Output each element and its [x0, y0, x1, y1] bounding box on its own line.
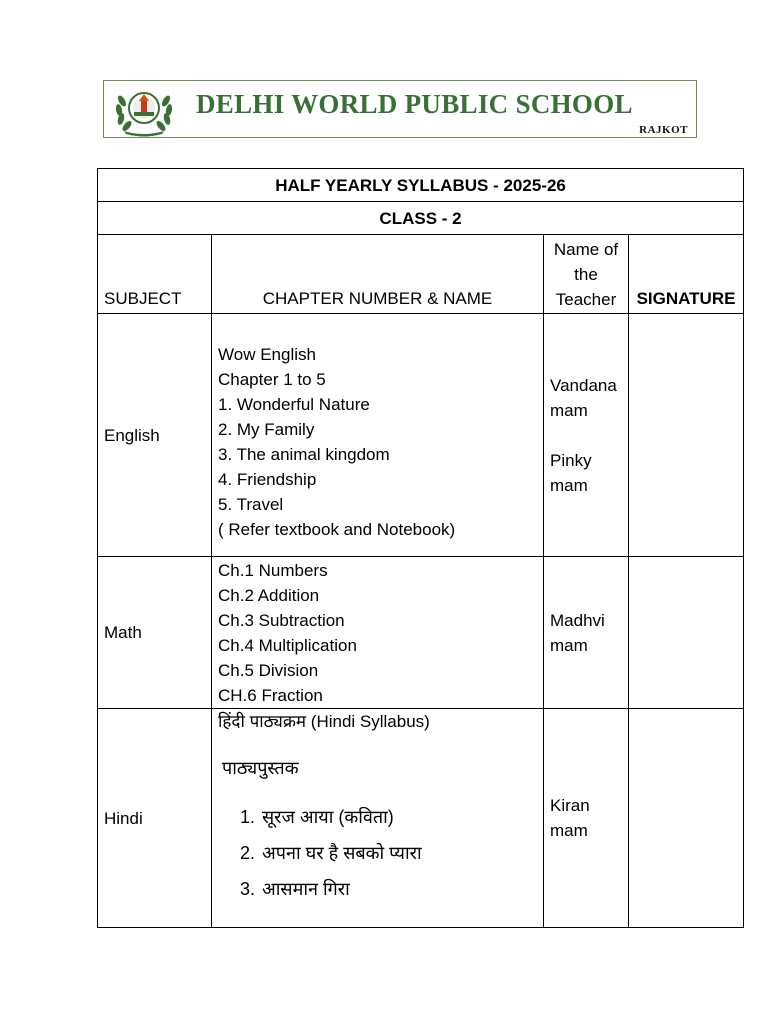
- chapter-line: 2. My Family: [218, 420, 315, 439]
- teacher-name: Madhvi: [550, 610, 605, 630]
- chapter-line: ( Refer textbook and Notebook): [218, 520, 456, 539]
- chapter-line: Ch.5 Division: [218, 660, 319, 680]
- subject-cell: Hindi: [98, 709, 212, 928]
- column-header-chapter: CHAPTER NUMBER & NAME: [212, 235, 544, 314]
- list-number: 3.: [240, 879, 256, 899]
- list-text: आसमान गिरा: [262, 879, 350, 899]
- list-item: [240, 835, 537, 871]
- chapter-line: Ch.2 Addition: [218, 585, 320, 605]
- teacher-name: mam: [550, 400, 588, 420]
- list-number: 1.: [240, 807, 256, 827]
- teacher-cell: [544, 557, 629, 709]
- subject-cell: English: [98, 314, 212, 557]
- teacher-name: mam: [550, 635, 588, 655]
- school-name: DELHI WORLD PUBLIC SCHOOL: [196, 89, 633, 119]
- table-row-hindi: [98, 709, 744, 928]
- list-item: [240, 799, 537, 835]
- list-text: सूरज आया (कविता): [262, 807, 394, 827]
- hindi-textbook-label: पाठ्यपुस्तक: [222, 758, 299, 778]
- subject-cell: Math: [98, 557, 212, 709]
- teacher-name: mam: [550, 475, 588, 495]
- teacher-name: Vandana: [550, 375, 617, 395]
- teacher-cell: [544, 314, 629, 557]
- chapter-line: 4. Friendship: [218, 470, 317, 489]
- column-header-teacher: [544, 235, 629, 314]
- chapters-cell: [212, 709, 544, 928]
- chapter-line: Chapter 1 to 5: [218, 370, 326, 389]
- chapter-line: 5. Travel: [218, 495, 284, 514]
- teacher-name: Pinky: [550, 450, 592, 470]
- school-banner: [103, 80, 697, 138]
- class-row: [98, 202, 744, 235]
- list-number: 2.: [240, 843, 256, 863]
- chapter-line: 1. Wonderful Nature: [218, 395, 370, 414]
- table-row-english: [98, 314, 744, 557]
- teacher-name: mam: [550, 821, 588, 840]
- teacher-header-line: the: [574, 264, 598, 284]
- hindi-syllabus-heading: हिंदी पाठ्यक्रम (Hindi Syllabus): [218, 712, 430, 731]
- syllabus-table: [97, 168, 744, 928]
- syllabus-title: HALF YEARLY SYLLABUS - 2025-26: [98, 169, 744, 202]
- column-header-subject: SUBJECT: [98, 235, 212, 314]
- signature-cell[interactable]: [629, 557, 744, 709]
- chapter-line: CH.6 Fraction: [218, 685, 323, 705]
- teacher-header-line: Name of: [553, 239, 619, 259]
- list-item: [240, 871, 537, 907]
- chapters-cell: [212, 314, 544, 557]
- teacher-spacer: [550, 423, 622, 448]
- teacher-header-line: Teacher: [555, 289, 617, 309]
- chapter-line: 3. The animal kingdom: [218, 445, 390, 464]
- class-label: CLASS - 2: [98, 202, 744, 235]
- teacher-name: Kiran: [550, 796, 590, 815]
- table-row-math: [98, 557, 744, 709]
- teacher-cell: [544, 709, 629, 928]
- list-text: अपना घर है सबको प्यारा: [262, 843, 422, 863]
- chapter-line: Wow English: [218, 345, 316, 364]
- table-title-row: [98, 169, 744, 202]
- chapters-cell: [212, 557, 544, 709]
- school-emblem-icon: [108, 81, 186, 137]
- column-header-signature: SIGNATURE: [629, 235, 744, 314]
- signature-cell[interactable]: [629, 709, 744, 928]
- hindi-chapter-list: [218, 799, 537, 907]
- signature-cell[interactable]: [629, 314, 744, 557]
- school-city: RAJKOT: [639, 124, 688, 136]
- column-header-row: [98, 235, 744, 314]
- chapter-line: Ch.1 Numbers: [218, 560, 328, 580]
- chapter-line: Ch.4 Multiplication: [218, 635, 357, 655]
- chapter-line: Ch.3 Subtraction: [218, 610, 345, 630]
